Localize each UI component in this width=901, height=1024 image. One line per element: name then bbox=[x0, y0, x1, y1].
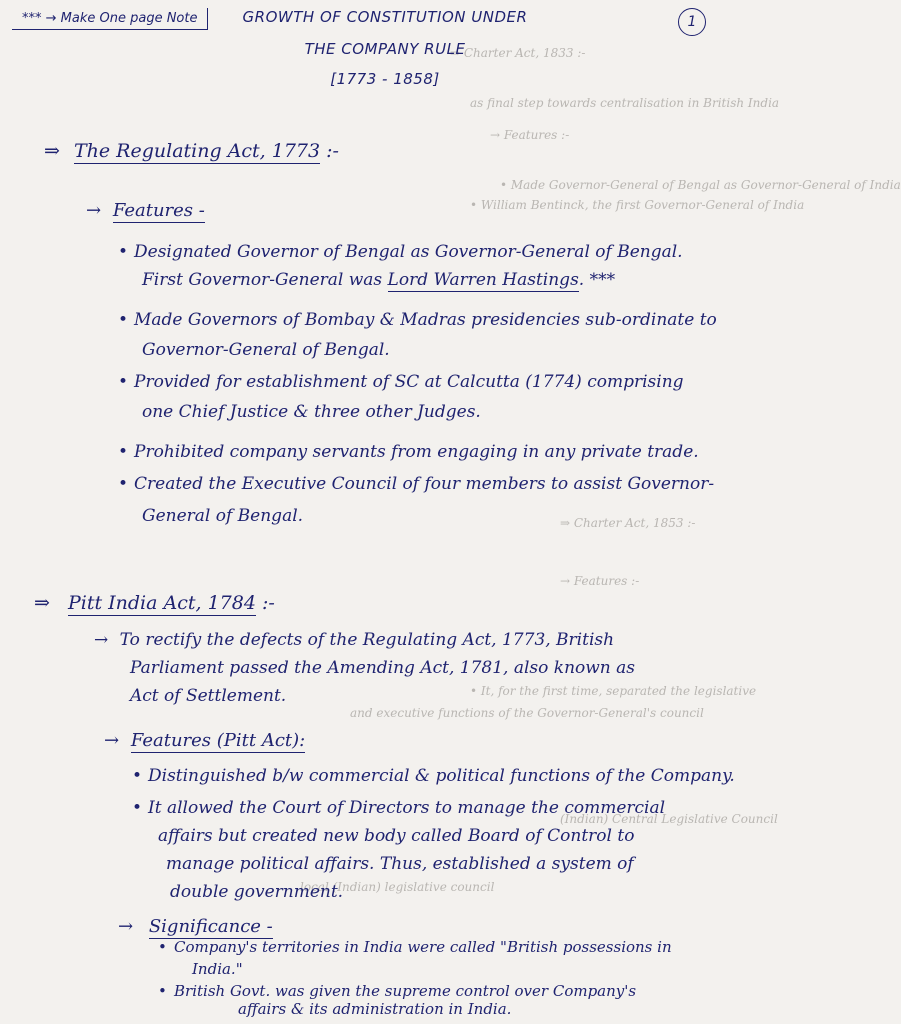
arrow-right-icon: → bbox=[104, 730, 120, 751]
s1-bullet-3-line-1: • Provided for establishment of SC at Calcutta (1774) comprising bbox=[118, 372, 684, 392]
s1-bullet-5-line-1: • Created the Executive Council of four members to assist Governor- bbox=[118, 474, 714, 494]
s2-significance-1-line-2: India." bbox=[192, 960, 243, 978]
s2-significance-1-line-1: • Company's territories in India were called "British possessions in bbox=[158, 938, 672, 956]
double-arrow-icon: ⇒ bbox=[34, 592, 50, 614]
s2-feature-2-line-2: affairs but created new body called Board of Control to bbox=[158, 826, 635, 846]
s1-bullet-1-suffix: . *** bbox=[578, 270, 616, 290]
s2-intro-line-1 bbox=[94, 630, 614, 650]
s1-bullet-1-prefix: First Governor-General was bbox=[142, 270, 388, 290]
s1-bullet-1-line-1: • Designated Governor of Bengal as Governor-General of Bengal. bbox=[118, 242, 683, 262]
arrow-right-icon: → bbox=[94, 630, 109, 650]
arrow-right-icon: → bbox=[86, 200, 102, 221]
page-title-line-3: [1773 - 1858] bbox=[330, 70, 440, 88]
s2-intro-line-2: Parliament passed the Amending Act, 1781, also known as bbox=[130, 658, 636, 678]
s2-intro-line-3: Act of Settlement. bbox=[130, 686, 287, 706]
page-number-circle: 1 bbox=[678, 8, 706, 36]
section2-heading: Pitt India Act, 1784 bbox=[67, 592, 256, 614]
make-one-page-note-box: *** → Make One page Note bbox=[12, 8, 208, 30]
bleed-text-2: as final step towards centralisation in British India bbox=[470, 96, 780, 110]
section1-features-label: Features - bbox=[112, 200, 205, 221]
s2-significance-2-line-2: affairs & its administration in India. bbox=[238, 1000, 512, 1018]
section1-heading-suffix: :- bbox=[326, 140, 339, 162]
s2-significance-2-line-1: • British Govt. was given the supreme control over Company's bbox=[158, 982, 636, 1000]
s2-feature-2-line-4: double government. bbox=[170, 882, 344, 902]
page-title-line-1: GROWTH OF CONSTITUTION UNDER bbox=[242, 8, 528, 26]
section1-heading: The Regulating Act, 1773 bbox=[73, 140, 321, 162]
lord-warren-hastings: Lord Warren Hastings bbox=[387, 270, 579, 290]
s2-intro-text-1: To rectify the defects of the Regulating Act, 1773, British bbox=[119, 630, 615, 650]
bleed-text-11: local (Indian) legislative council bbox=[300, 880, 495, 894]
s1-bullet-5-line-2: General of Bengal. bbox=[142, 506, 304, 526]
section1-heading-row bbox=[44, 140, 339, 162]
s2-feature-2-line-1: • It allowed the Court of Directors to manage the commercial bbox=[132, 798, 665, 818]
bleed-text-4: • Made Governor-General of Bengal as Governor-General of India bbox=[500, 178, 901, 192]
page-title-line-2: THE COMPANY RULE bbox=[304, 40, 466, 58]
s2-significance-row bbox=[118, 916, 273, 937]
s1-bullet-4-line-1: • Prohibited company servants from engaging in any private trade. bbox=[118, 442, 699, 462]
s2-features-label: Features (Pitt Act): bbox=[130, 730, 306, 751]
s2-significance-label: Significance - bbox=[148, 916, 273, 937]
s1-bullet-3-line-2: one Chief Justice & three other Judges. bbox=[142, 402, 481, 422]
bleed-text-10: (Indian) Central Legislative Council bbox=[560, 812, 778, 826]
s1-bullet-2-line-2: Governor-General of Bengal. bbox=[142, 340, 390, 360]
s1-bullet-1-line-2 bbox=[142, 270, 615, 290]
arrow-right-icon: → bbox=[118, 916, 134, 937]
bleed-text-7: → Features :- bbox=[560, 574, 640, 588]
section1-features-row bbox=[86, 200, 205, 221]
section2-heading-row bbox=[34, 592, 275, 614]
bleed-text-9: and executive functions of the Governor-General's council bbox=[350, 706, 704, 720]
s2-features-row bbox=[104, 730, 305, 751]
bleed-text-6: ⇒ Charter Act, 1853 :- bbox=[560, 516, 696, 530]
bleed-text-1: ⇒ Charter Act, 1833 :- bbox=[450, 46, 586, 60]
section2-heading-suffix: :- bbox=[261, 592, 275, 614]
s2-feature-2-line-3: manage political affairs. Thus, established a system of bbox=[166, 854, 634, 874]
s1-bullet-2-line-1: • Made Governors of Bombay & Madras presidencies sub-ordinate to bbox=[118, 310, 717, 330]
s2-feature-1-line-1: • Distinguished b/w commercial & political functions of the Company. bbox=[132, 766, 735, 786]
bleed-text-5: • William Bentinck, the first Governor-General of India bbox=[470, 198, 805, 212]
bleed-text-3: → Features :- bbox=[490, 128, 570, 142]
double-arrow-icon: ⇒ bbox=[44, 140, 60, 162]
bleed-text-8: • It, for the first time, separated the legislative bbox=[470, 684, 757, 698]
